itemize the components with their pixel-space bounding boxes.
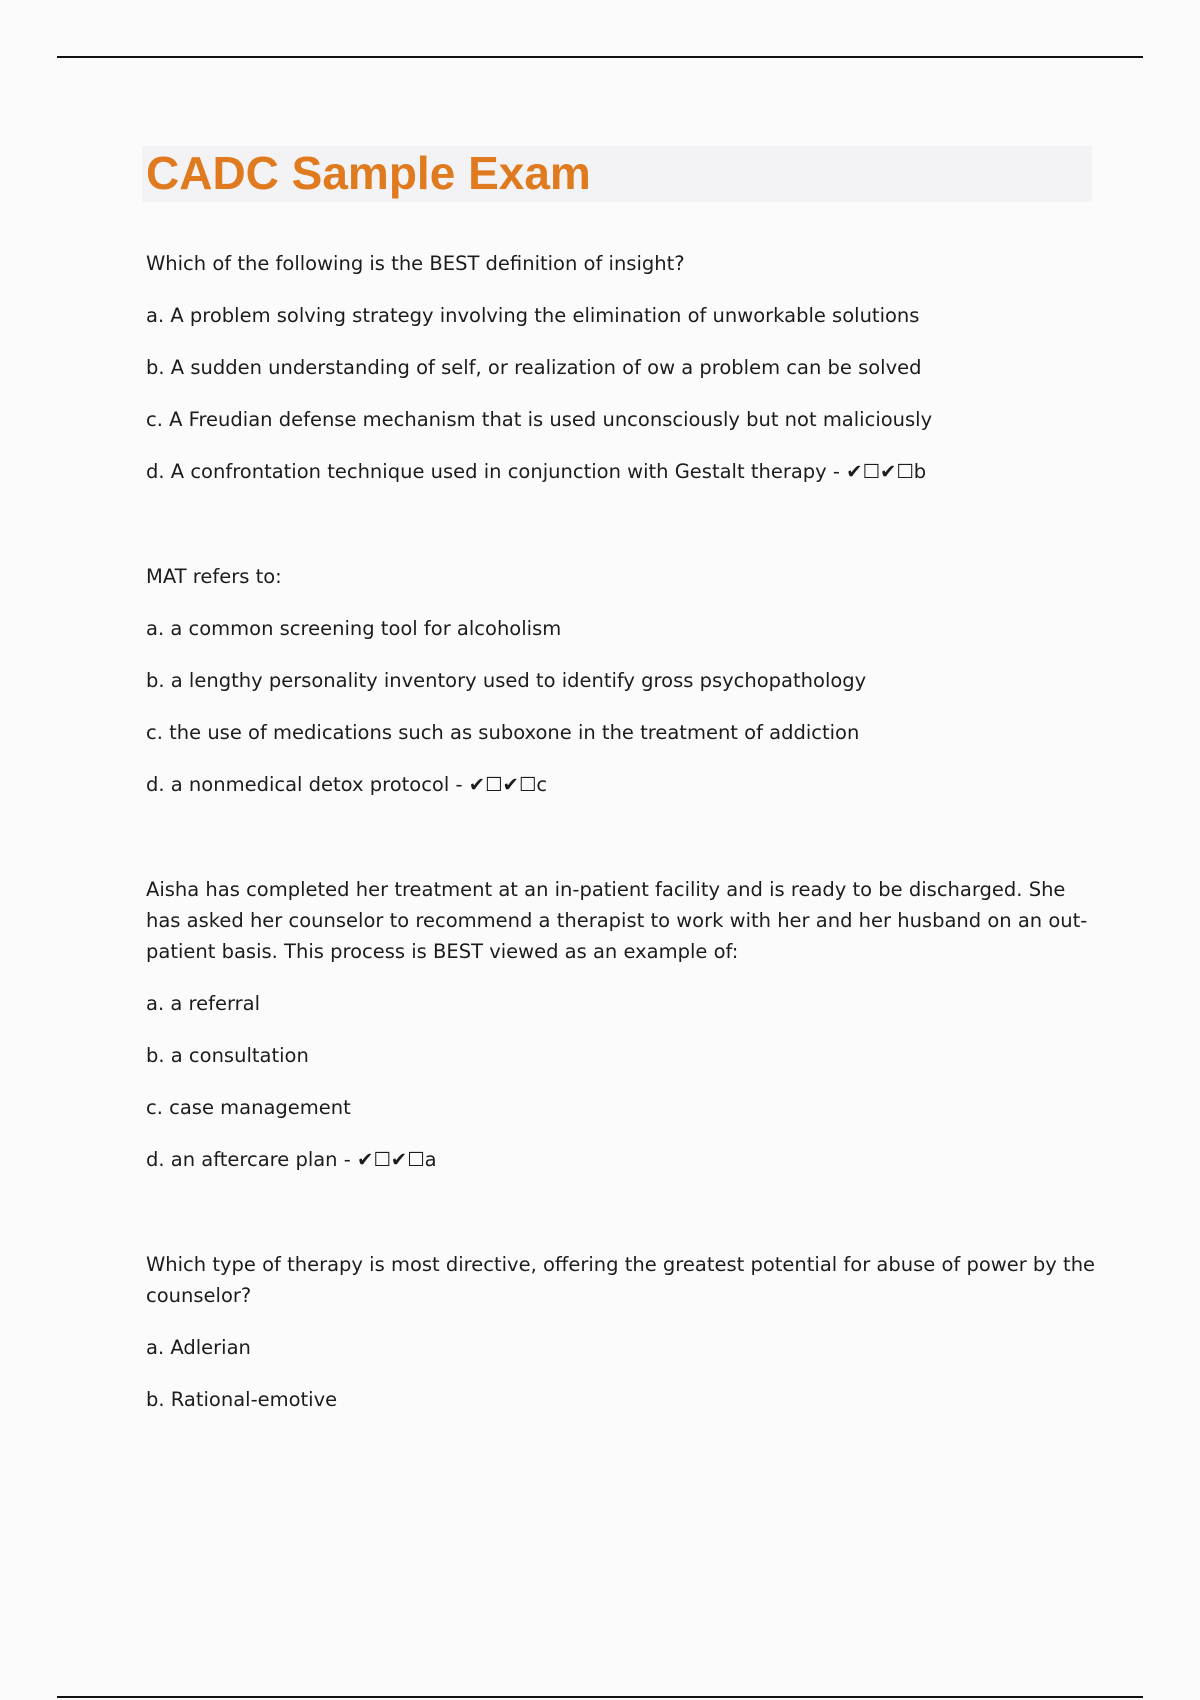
page-title: CADC Sample Exam (146, 147, 591, 199)
answer-option: d. a nonmedical detox protocol - ✔☐✔☐c (146, 773, 548, 796)
answer-option: c. the use of medications such as suboxone in the treatment of addiction (146, 721, 860, 744)
answer-option: a. a common screening tool for alcoholism (146, 617, 562, 640)
bottom-rule (57, 1696, 1143, 1698)
question-text: MAT refers to: (146, 565, 282, 588)
answer-option: d. an aftercare plan - ✔☐✔☐a (146, 1148, 437, 1171)
answer-option: a. Adlerian (146, 1336, 251, 1359)
answer-option: c. case management (146, 1096, 351, 1119)
question-text: Aisha has completed her treatment at an in-patient facility and is ready to be discharged. She has asked her counselor to recommend a therapist to work with her and her husband on an out-patient basis. This process is BEST viewed as an example of: (146, 878, 1088, 963)
question-block (146, 561, 1096, 800)
answer-option: b. Rational-emotive (146, 1388, 338, 1411)
question-text: Which type of therapy is most directive, offering the greatest potential for abuse of power by the counselor? (146, 1253, 1096, 1307)
answer-option: c. A Freudian defense mechanism that is used unconsciously but not maliciously (146, 408, 933, 431)
question-block (146, 874, 1096, 1175)
question-block (146, 1249, 1096, 1415)
answer-option: a. A problem solving strategy involving the elimination of unworkable solutions (146, 304, 920, 327)
answer-option: a. a referral (146, 992, 261, 1015)
answer-option: b. a lengthy personality inventory used to identify gross psychopathology (146, 669, 867, 692)
top-rule (57, 56, 1143, 58)
answer-option: b. A sudden understanding of self, or realization of ow a problem can be solved (146, 356, 922, 379)
answer-option: d. A confrontation technique used in conjunction with Gestalt therapy - ✔☐✔☐b (146, 460, 927, 483)
question-text: Which of the following is the BEST definition of insight? (146, 252, 685, 275)
questions-list (146, 248, 1096, 1489)
question-block (146, 248, 1096, 487)
answer-option: b. a consultation (146, 1044, 309, 1067)
